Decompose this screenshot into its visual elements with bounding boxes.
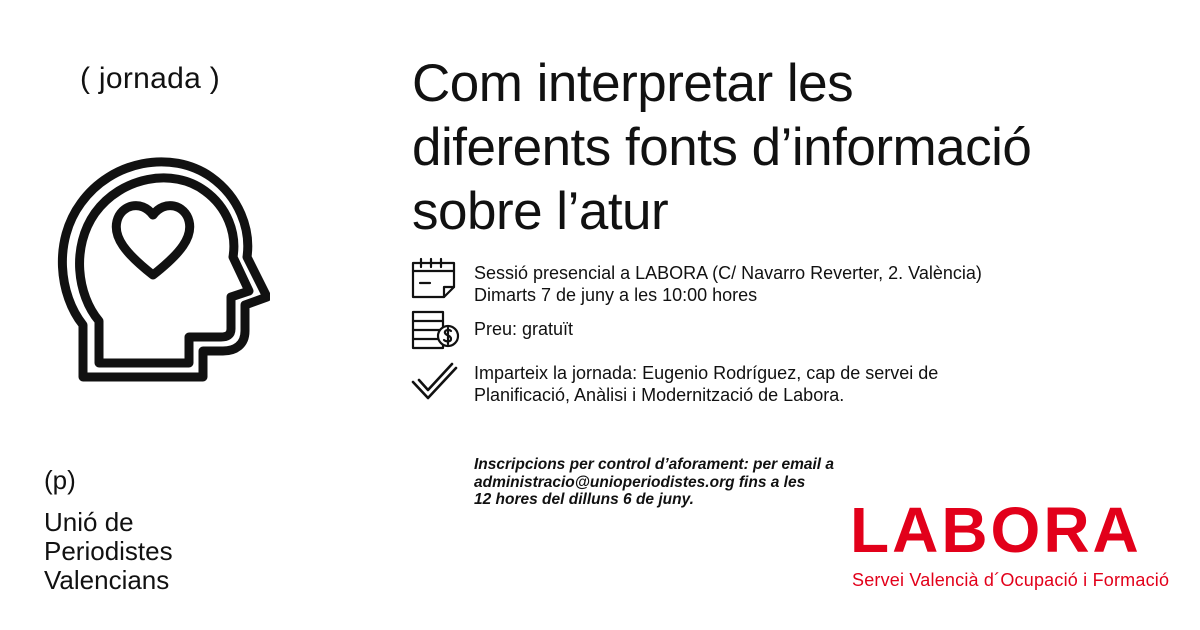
price-icon	[410, 308, 460, 352]
speaker-text	[474, 362, 938, 406]
price-text: Preu: gratuït	[474, 319, 574, 339]
head-heart-icon	[55, 145, 270, 385]
event-details	[474, 262, 982, 306]
registration-note	[474, 456, 894, 509]
title-line: diferents fonts d’informació	[412, 118, 1032, 177]
organizer-mark: (p)	[44, 465, 76, 495]
speaker-line: Planificació, Anàlisi i Modernització de Labora.	[474, 385, 845, 405]
date-text: Dimarts 7 de juny a les 10:00 hores	[474, 285, 758, 305]
organizer-name-line: Periodistes	[44, 536, 173, 566]
speaker-line: Imparteix la jornada: Eugenio Rodríguez, cap de servei de	[474, 363, 939, 383]
labora-logo: LABORA	[850, 494, 1142, 566]
registration-line: administracio@unioperiodistes.org fins a les	[474, 473, 806, 491]
checkmark-icon	[410, 360, 460, 404]
organizer-name-line: Valencians	[44, 565, 170, 595]
labora-subtitle: Servei Valencià d´Ocupació i Formació	[852, 570, 1170, 590]
title-line: Com interpretar les	[412, 54, 854, 113]
title-line: sobre l’atur	[412, 182, 669, 241]
event-type-tag: ( jornada )	[80, 62, 221, 95]
calendar-icon	[410, 255, 460, 299]
organizer-name-line: Unió de	[44, 507, 134, 537]
registration-line: Inscripcions per control d’aforament: per email a	[474, 456, 835, 473]
event-title	[412, 52, 1192, 244]
registration-line: 12 hores del dilluns 6 de juny.	[474, 491, 694, 508]
location-text: Sessió presencial a LABORA (C/ Navarro Reverter, 2. València)	[474, 263, 982, 283]
organizer-name	[44, 508, 173, 595]
